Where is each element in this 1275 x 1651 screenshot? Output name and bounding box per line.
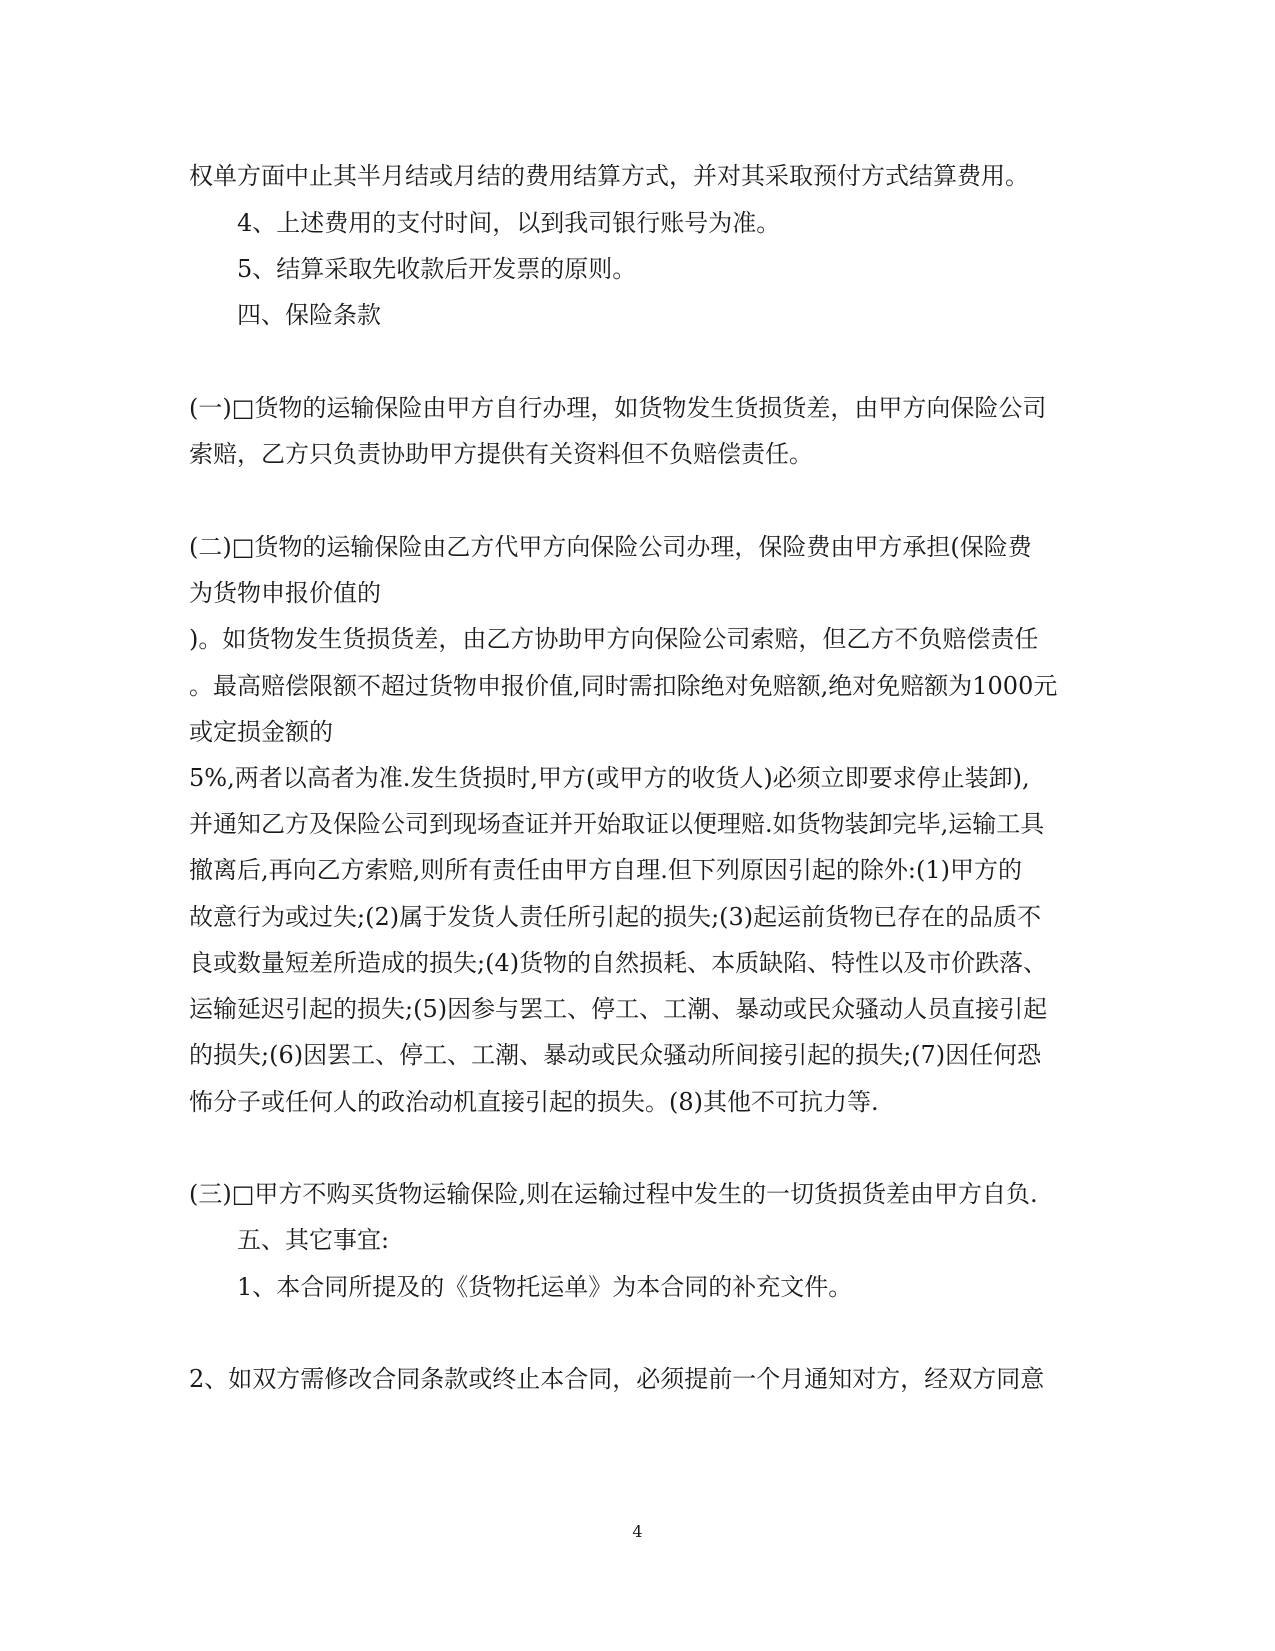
text-line: 的损失;(6)因罢工、停工、工潮、暴动或民众骚动所间接引起的损失;(7)因任何恐 [189, 1041, 1042, 1069]
text-line: 索赔，乙方只负责协助甲方提供有关资料但不负赔偿责任。 [189, 440, 813, 468]
text-line: 1、本合同所提及的《货物托运单》为本合同的补充文件。 [237, 1273, 853, 1301]
text-line: 5、结算采取先收款后开发票的原则。 [237, 255, 637, 283]
text-line: )。如货物发生货损货差，由乙方协助甲方向保险公司索赔，但乙方不负赔偿责任 [189, 625, 1039, 653]
text-line: 5%,两者以高者为准.发生货损时,甲方(或甲方的收货人)必须立即要求停止装卸), [189, 764, 1030, 792]
text-line: 撤离后,再向乙方索赔,则所有责任由甲方自理.但下列原因引起的除外:(1)甲方的 [189, 856, 1022, 884]
text-line: (一)□货物的运输保险由甲方自行办理，如货物发生货损货差，由甲方向保险公司 [189, 394, 1047, 422]
text-line: 或定损金额的 [189, 718, 333, 746]
text-line: (二)□货物的运输保险由乙方代甲方向保险公司办理，保险费由甲方承担(保险费 [189, 533, 1032, 561]
page-number: 4 [632, 1522, 643, 1541]
text-line: 4、上述费用的支付时间，以到我司银行账号为准。 [237, 209, 781, 237]
text-line: 权单方面中止其半月结或月结的费用结算方式，并对其采取预付方式结算费用。 [189, 162, 1029, 190]
text-line: 故意行为或过失;(2)属于发货人责任所引起的损失;(3)起运前货物已存在的品质不 [189, 903, 1042, 931]
text-line: 。最高赔偿限额不超过货物申报价值,同时需扣除绝对免赔额,绝对免赔额为1000元 [189, 672, 1058, 700]
section-heading: 四、保险条款 [237, 301, 381, 329]
text-line: 良或数量短差所造成的损失;(4)货物的自然损耗、本质缺陷、特性以及市价跌落、 [189, 949, 1048, 977]
text-line: 2、如双方需修改合同条款或终止本合同，必须提前一个月通知对方，经双方同意 [189, 1365, 1045, 1393]
text-line: 并通知乙方及保险公司到现场查证并开始取证以便理赔.如货物装卸完毕,运输工具 [189, 810, 1045, 838]
text-line: 为货物申报价值的 [189, 579, 381, 607]
text-line: 运输延迟引起的损失;(5)因参与罢工、停工、工潮、暴动或民众骚动人员直接引起 [189, 995, 1048, 1023]
section-heading: 五、其它事宜: [237, 1226, 390, 1254]
text-line: (三)□甲方不购买货物运输保险,则在运输过程中发生的一切货损货差由甲方自负. [189, 1180, 1038, 1208]
text-line: 怖分子或任何人的政治动机直接引起的损失。(8)其他不可抗力等. [189, 1088, 879, 1116]
